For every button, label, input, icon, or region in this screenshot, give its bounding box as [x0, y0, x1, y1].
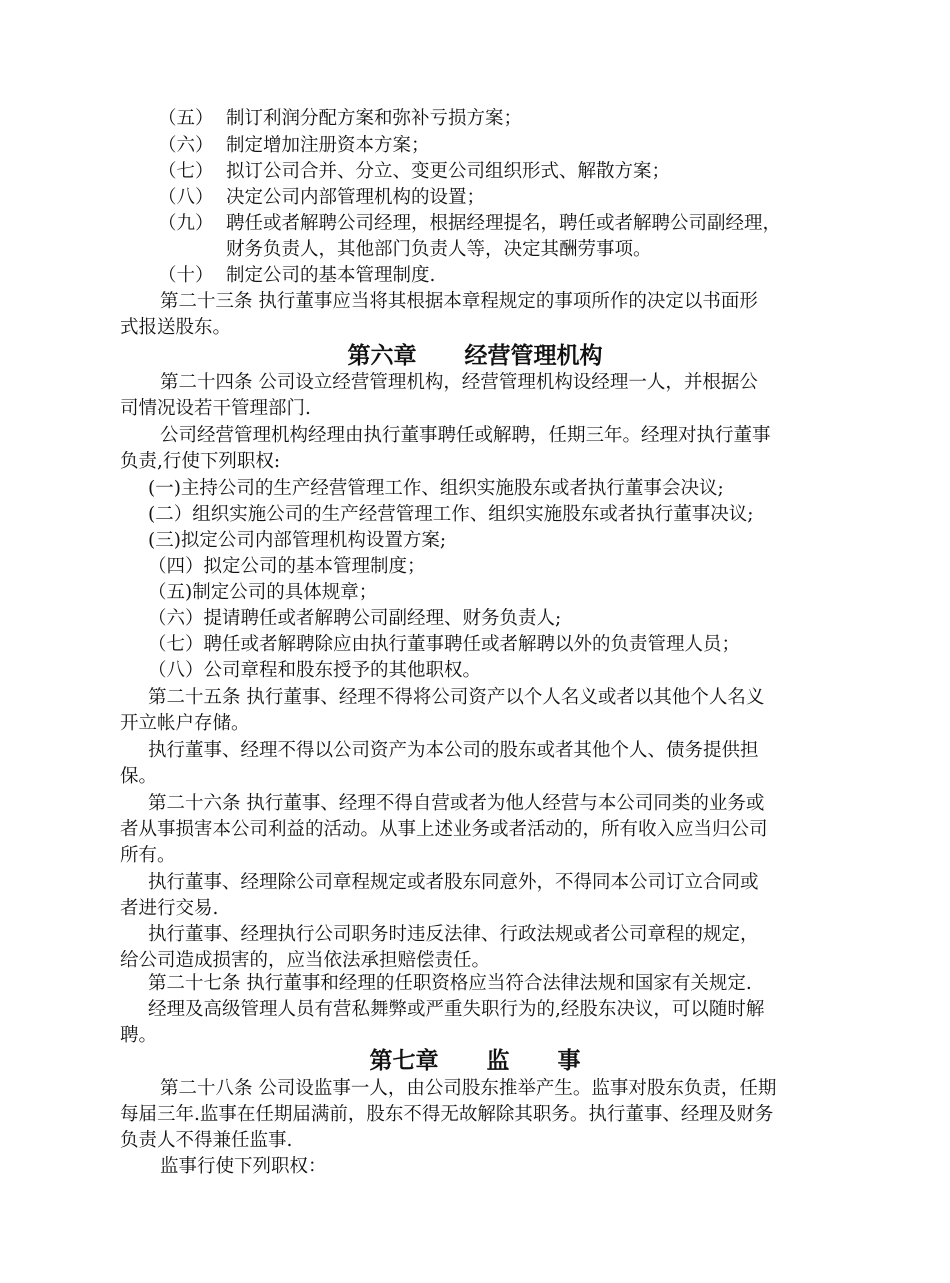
- power-item: （六）提请聘任或者解聘公司副经理、财务负责人;: [148, 608, 562, 629]
- item-text: 决定公司内部管理机构的设置；: [226, 187, 486, 208]
- article-24-line-2: 司情况设若干管理部门.: [120, 398, 311, 419]
- item-marker: （九）: [158, 213, 214, 234]
- article-28-line-4: 监事行使下列职权：: [160, 1156, 327, 1177]
- article-27-line-3: 聘。: [120, 1025, 158, 1046]
- article-25-line-3: 执行董事、经理不得以公司资产为本公司的股东或者其他个人、债务提供担: [148, 740, 759, 761]
- power-item: （八）公司章程和股东授予的其他职权。: [148, 660, 482, 681]
- article-26-line-1: 第二十六条 执行董事、经理不得自营或者为他人经营与本公司同类的业务或: [148, 793, 765, 814]
- item-marker: （十）: [158, 265, 214, 286]
- article-26-line-6: 执行董事、经理执行公司职务时违反法律、行政法规或者公司章程的规定，: [148, 924, 759, 945]
- article-23-line-2: 式报送股东。: [120, 317, 232, 338]
- chapter-7-heading: 第七章 监 事: [369, 1048, 581, 1074]
- article-26-line-3: 所有。: [120, 845, 176, 866]
- article-28-line-2: 每届三年.监事在任期届满前，股东不得无故解除其职务。执行董事、经理及财务: [120, 1104, 774, 1125]
- item-marker: （七）: [158, 161, 214, 182]
- item-text: 财务负责人，其他部门负责人等，决定其酬劳事项。: [226, 239, 652, 260]
- article-26-line-2: 者从事损害本公司利益的活动。从事上述业务或者活动的，所有收入应当归公司: [120, 819, 768, 840]
- item-text: 拟订公司合并、分立、变更公司组织形式、解散方案；: [226, 161, 671, 182]
- article-26-line-7: 给公司造成损害的，应当依法承担赔偿责任。: [120, 950, 491, 971]
- power-item: （七）聘任或者解聘除应由执行董事聘任或者解聘以外的负责管理人员；: [148, 634, 741, 655]
- article-25-line-4: 保。: [120, 766, 158, 787]
- article-27-line-2: 经理及高级管理人员有营私舞弊或严重失职行为的,经股东决议，可以随时解: [148, 999, 765, 1020]
- article-25-line-2: 开立帐户存储。: [120, 713, 250, 734]
- power-item: (二）组织实施公司的生产经营管理工作、组织实施股东或者执行董事决议;: [148, 504, 754, 525]
- article-27-line-1: 第二十七条 执行董事和经理的任职资格应当符合法律法规和国家有关规定.: [148, 973, 752, 994]
- power-item: (三)拟定公司内部管理机构设置方案;: [148, 530, 447, 551]
- item-text: 制订利润分配方案和弥补亏损方案；: [226, 108, 523, 129]
- article-24-line-3: 公司经营管理机构经理由执行董事聘任或解聘，任期三年。经理对执行董事: [160, 425, 771, 446]
- power-item: (一)主持公司的生产经营管理工作、组织实施股东或者执行董事会决议;: [148, 478, 724, 499]
- power-item: （四）拟定公司的基本管理制度；: [148, 556, 426, 577]
- article-25-line-1: 第二十五条 执行董事、经理不得将公司资产以个人名义或者以其他个人名义: [148, 687, 765, 708]
- item-marker: （六）: [158, 135, 214, 156]
- article-24-line-1: 第二十四条 公司设立经营管理机构，经营管理机构设经理一人，并根据公: [160, 372, 758, 393]
- chapter-6-heading: 第六章 经营管理机构: [347, 343, 603, 369]
- article-28-line-3: 负责人不得兼任监事.: [120, 1130, 293, 1151]
- power-item: （五)制定公司的具体规章；: [148, 582, 378, 603]
- item-marker: （五）: [158, 108, 214, 129]
- item-text: 制定公司的基本管理制度.: [226, 265, 436, 286]
- article-24-line-4: 负责,行使下列职权:: [120, 451, 281, 472]
- article-26-line-5: 者进行交易.: [120, 898, 219, 919]
- article-26-line-4: 执行董事、经理除公司章程规定或者股东同意外，不得同本公司订立合同或: [148, 872, 759, 893]
- article-28-line-1: 第二十八条 公司设监事一人，由公司股东推举产生。监事对股东负责，任期: [160, 1078, 777, 1099]
- item-marker: （八）: [158, 187, 214, 208]
- item-text: 聘任或者解聘公司经理，根据经理提名，聘任或者解聘公司副经理，: [226, 213, 782, 234]
- article-23-line-1: 第二十三条 执行董事应当将其根据本章程规定的事项所作的决定以书面形: [160, 291, 758, 312]
- item-text: 制定增加注册资本方案；: [226, 135, 430, 156]
